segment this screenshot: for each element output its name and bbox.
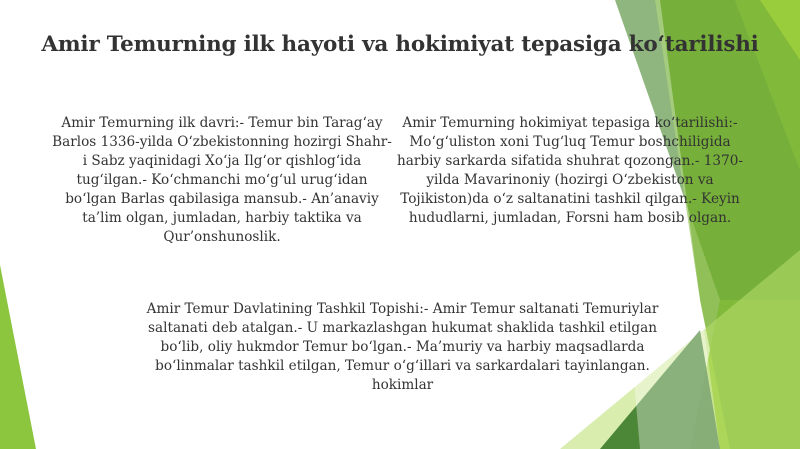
paragraph-state-formation: Amir Temur Davlatining Tashkil Topishi:- Amir Temur saltanati Temuriylar saltanati deb atalgan.- U markazlashgan hukumat shaklida tashkil etilgan bo‘lib, oliy hukmdor Temur bo‘lgan.- Ma’muriy va harbiy maqsadlarda bo‘linmalar tashkil etilgan, Temur o‘g‘illari va sarkardalari tayinlangan. hokimlar <box>146 301 659 393</box>
left-green-wedge <box>0 265 36 449</box>
paragraph-early-life: Amir Temurning ilk davri:- Temur bin Tarag‘ay Barlos 1336-yilda O‘zbekistonning hozirgi Shahr-i Sabz yaqinidagi Xo‘ja Ilg‘or qishlog‘ida tug‘ilgan.- Ko‘chmanchi mo‘g‘ul urug‘idan bo‘lgan Barlas qabilasiga mansub.- An’anaviy ta’lim olgan, jumladan, harbiy taktika va Qur’onshunoslik. <box>52 115 392 245</box>
paragraph-rise-to-power: Amir Temurning hokimiyat tepasiga ko‘tarilishi:- Mo‘g‘uliston xoni Tug‘luq Temur boshchiligida harbiy sarkarda sifatida shuhrat qozongan.- 1370-yilda Mavarinoniy (hozirgi O‘zbekiston va Tojikiston)da o‘z saltanatini tashkil qilgan.- Keyin hududlarni, jumladan, Forsni ham bosib olgan. <box>397 115 743 226</box>
slide-title: Amir Temurning ilk hayoti va hokimiyat tepasiga ko‘tarilishi <box>41 32 759 57</box>
